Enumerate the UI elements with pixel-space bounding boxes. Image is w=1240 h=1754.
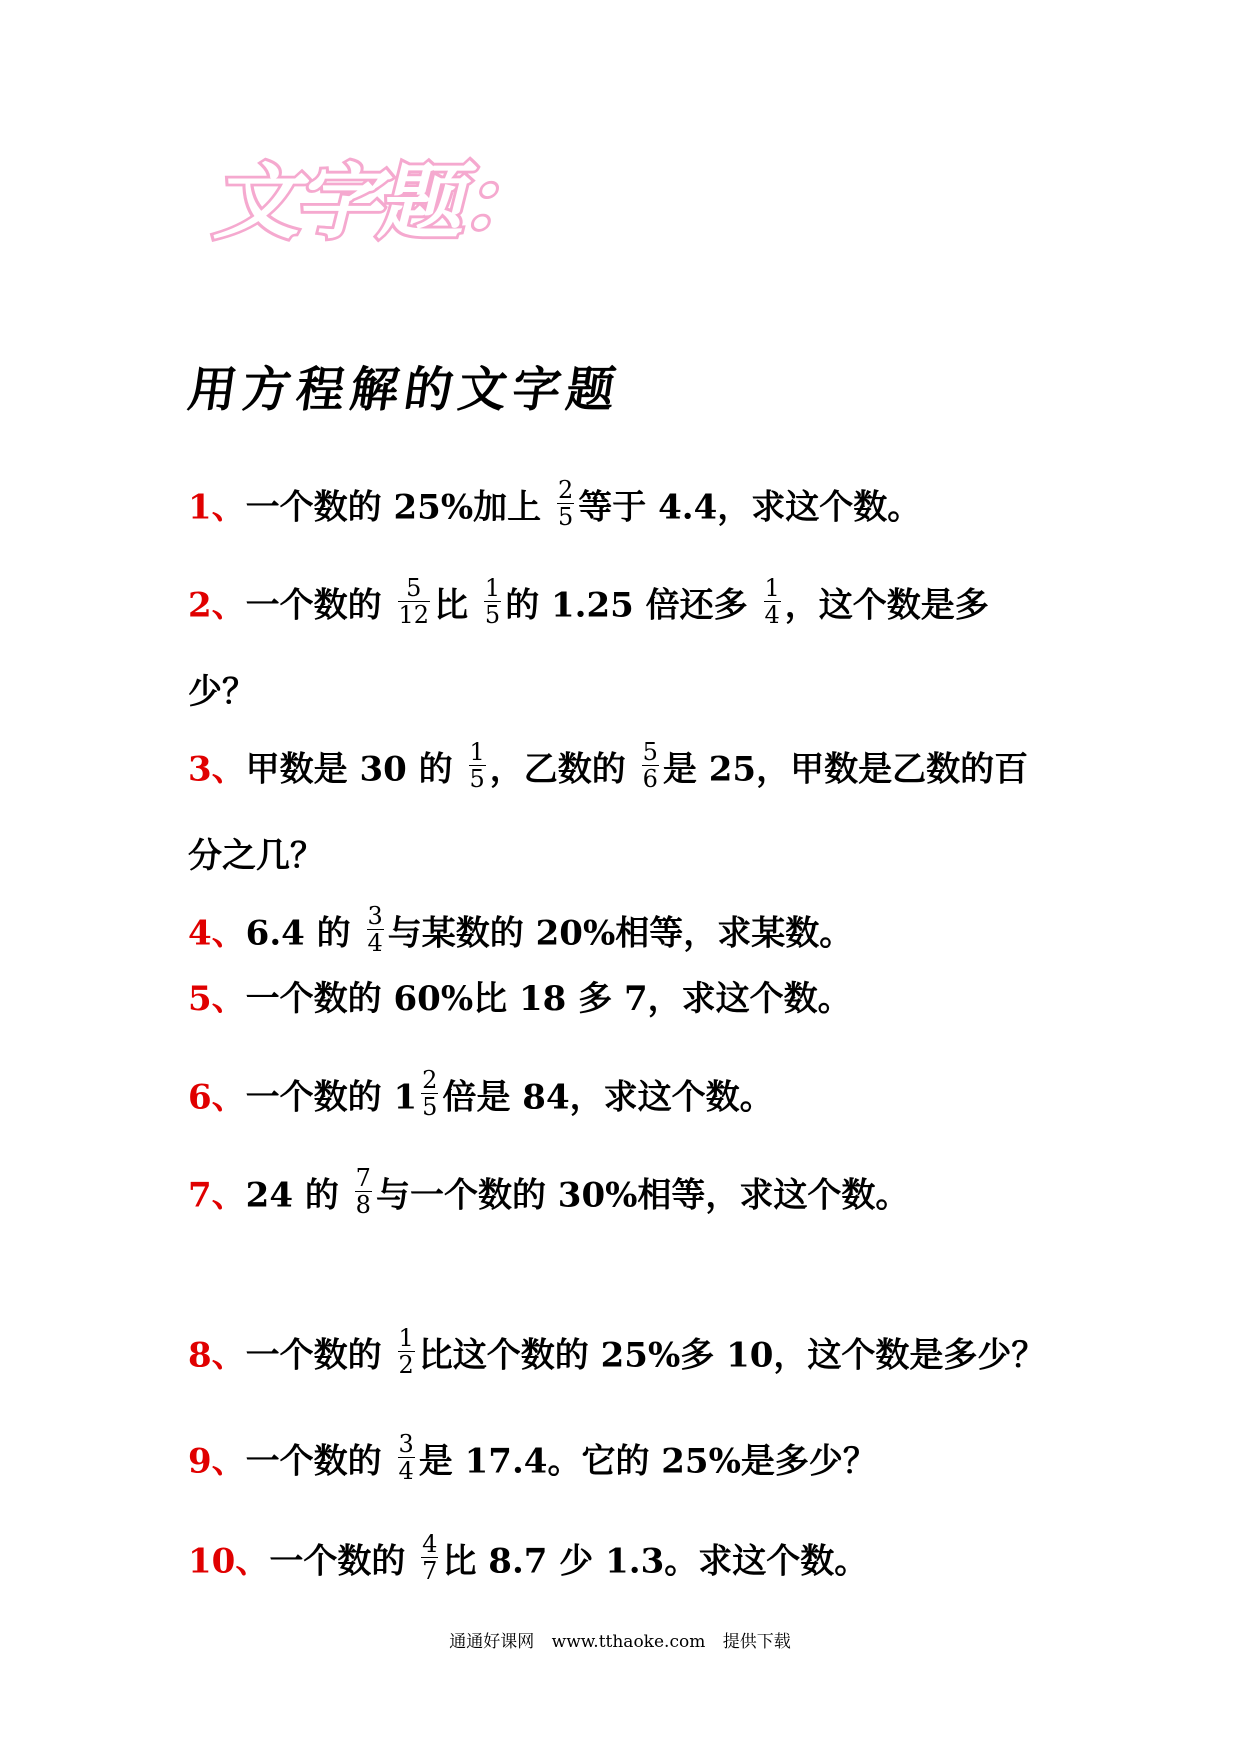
footer-site-name: 通通好课网 (449, 1632, 535, 1652)
problem-number: 3、 (188, 749, 246, 790)
problem-text: 一个数的 25%加上 (245, 487, 542, 528)
problem-text: 的 1.25 倍还多 (505, 585, 748, 626)
problem-text-continued: 分之几？ (188, 836, 324, 876)
problem-text: 比 8.7 少 1.3。求这个数。 (442, 1541, 869, 1582)
fraction: $\frac{3}{4}$ (367, 902, 383, 957)
problem-text: 一个数的 1 (245, 1077, 418, 1118)
problem-text: 比 (434, 585, 469, 626)
fraction: $\frac{1}{5}$ (484, 574, 501, 629)
problem-10 (188, 1530, 1068, 1589)
problem-number: 2、 (188, 585, 246, 626)
fraction: $\frac{1}{5}$ (469, 738, 485, 793)
wordart-title: 文字题： (207, 155, 560, 251)
problem-number: 4、 (188, 913, 246, 954)
problem-2 (188, 574, 1068, 712)
problem-text: 一个数的 (269, 1541, 406, 1582)
fraction: $\frac{1}{4}$ (764, 574, 780, 629)
problem-text: 一个数的 (245, 1441, 382, 1482)
fraction: $\frac{5}{12}$ (398, 574, 430, 629)
problem-text: 倍是 84，求这个数。 (442, 1077, 774, 1118)
problem-text: 24 的 (245, 1175, 339, 1216)
problem-1 (188, 476, 1068, 535)
problem-text: 一个数的 (245, 585, 382, 626)
problem-text: 比这个数的 25%多 10，这个数是多少？ (418, 1335, 1046, 1376)
problem-number: 10、 (188, 1541, 270, 1582)
fraction: $\frac{4}{7}$ (422, 1530, 438, 1585)
fraction: $\frac{2}{5}$ (557, 476, 574, 531)
fraction: $\frac{2}{5}$ (422, 1066, 438, 1121)
fraction: $\frac{5}{6}$ (642, 738, 658, 793)
problem-text: 6.4 的 (245, 913, 351, 954)
problem-6 (188, 1066, 1068, 1125)
problem-number: 9、 (188, 1441, 246, 1482)
page-footer (0, 1634, 1240, 1651)
problem-text: 与一个数的 30%相等，求这个数。 (375, 1175, 910, 1216)
problem-number: 6、 (188, 1077, 246, 1118)
problem-3 (188, 738, 1068, 876)
problem-7 (188, 1164, 1068, 1223)
problem-text: 一个数的 60%比 18 多 7，求这个数。 (245, 979, 852, 1019)
footer-suffix: 提供下载 (722, 1632, 791, 1652)
problem-text: ，这个数是多 (784, 585, 989, 626)
section-subtitle: 用方程解的文字题 (184, 362, 625, 418)
problem-number: 5、 (188, 979, 246, 1019)
problem-text: 甲数是 30 的 (245, 749, 453, 790)
problem-number: 7、 (188, 1175, 246, 1216)
fraction: $\frac{7}{8}$ (355, 1164, 371, 1219)
fraction: $\frac{3}{4}$ (398, 1430, 414, 1485)
problem-text: 与某数的 20%相等，求某数。 (387, 913, 854, 954)
problem-text: 等于 4.4，求这个数。 (578, 487, 922, 528)
problem-number: 1、 (188, 487, 246, 528)
problem-text: ，乙数的 (489, 749, 626, 790)
problem-number: 8、 (188, 1335, 246, 1376)
problem-4 (188, 902, 1068, 961)
footer-url: www.tthaoke.com (551, 1632, 706, 1652)
problem-text-continued: 少？ (188, 672, 256, 712)
problem-8 (188, 1324, 1068, 1383)
problem-text: 是 17.4。它的 25%是多少？ (418, 1441, 877, 1482)
problem-text: 一个数的 (245, 1335, 382, 1376)
problem-text: 是 25，甲数是乙数的百 (662, 749, 1029, 790)
problem-5 (188, 979, 1068, 1019)
problem-9 (188, 1430, 1068, 1489)
fraction: $\frac{1}{2}$ (398, 1324, 414, 1379)
